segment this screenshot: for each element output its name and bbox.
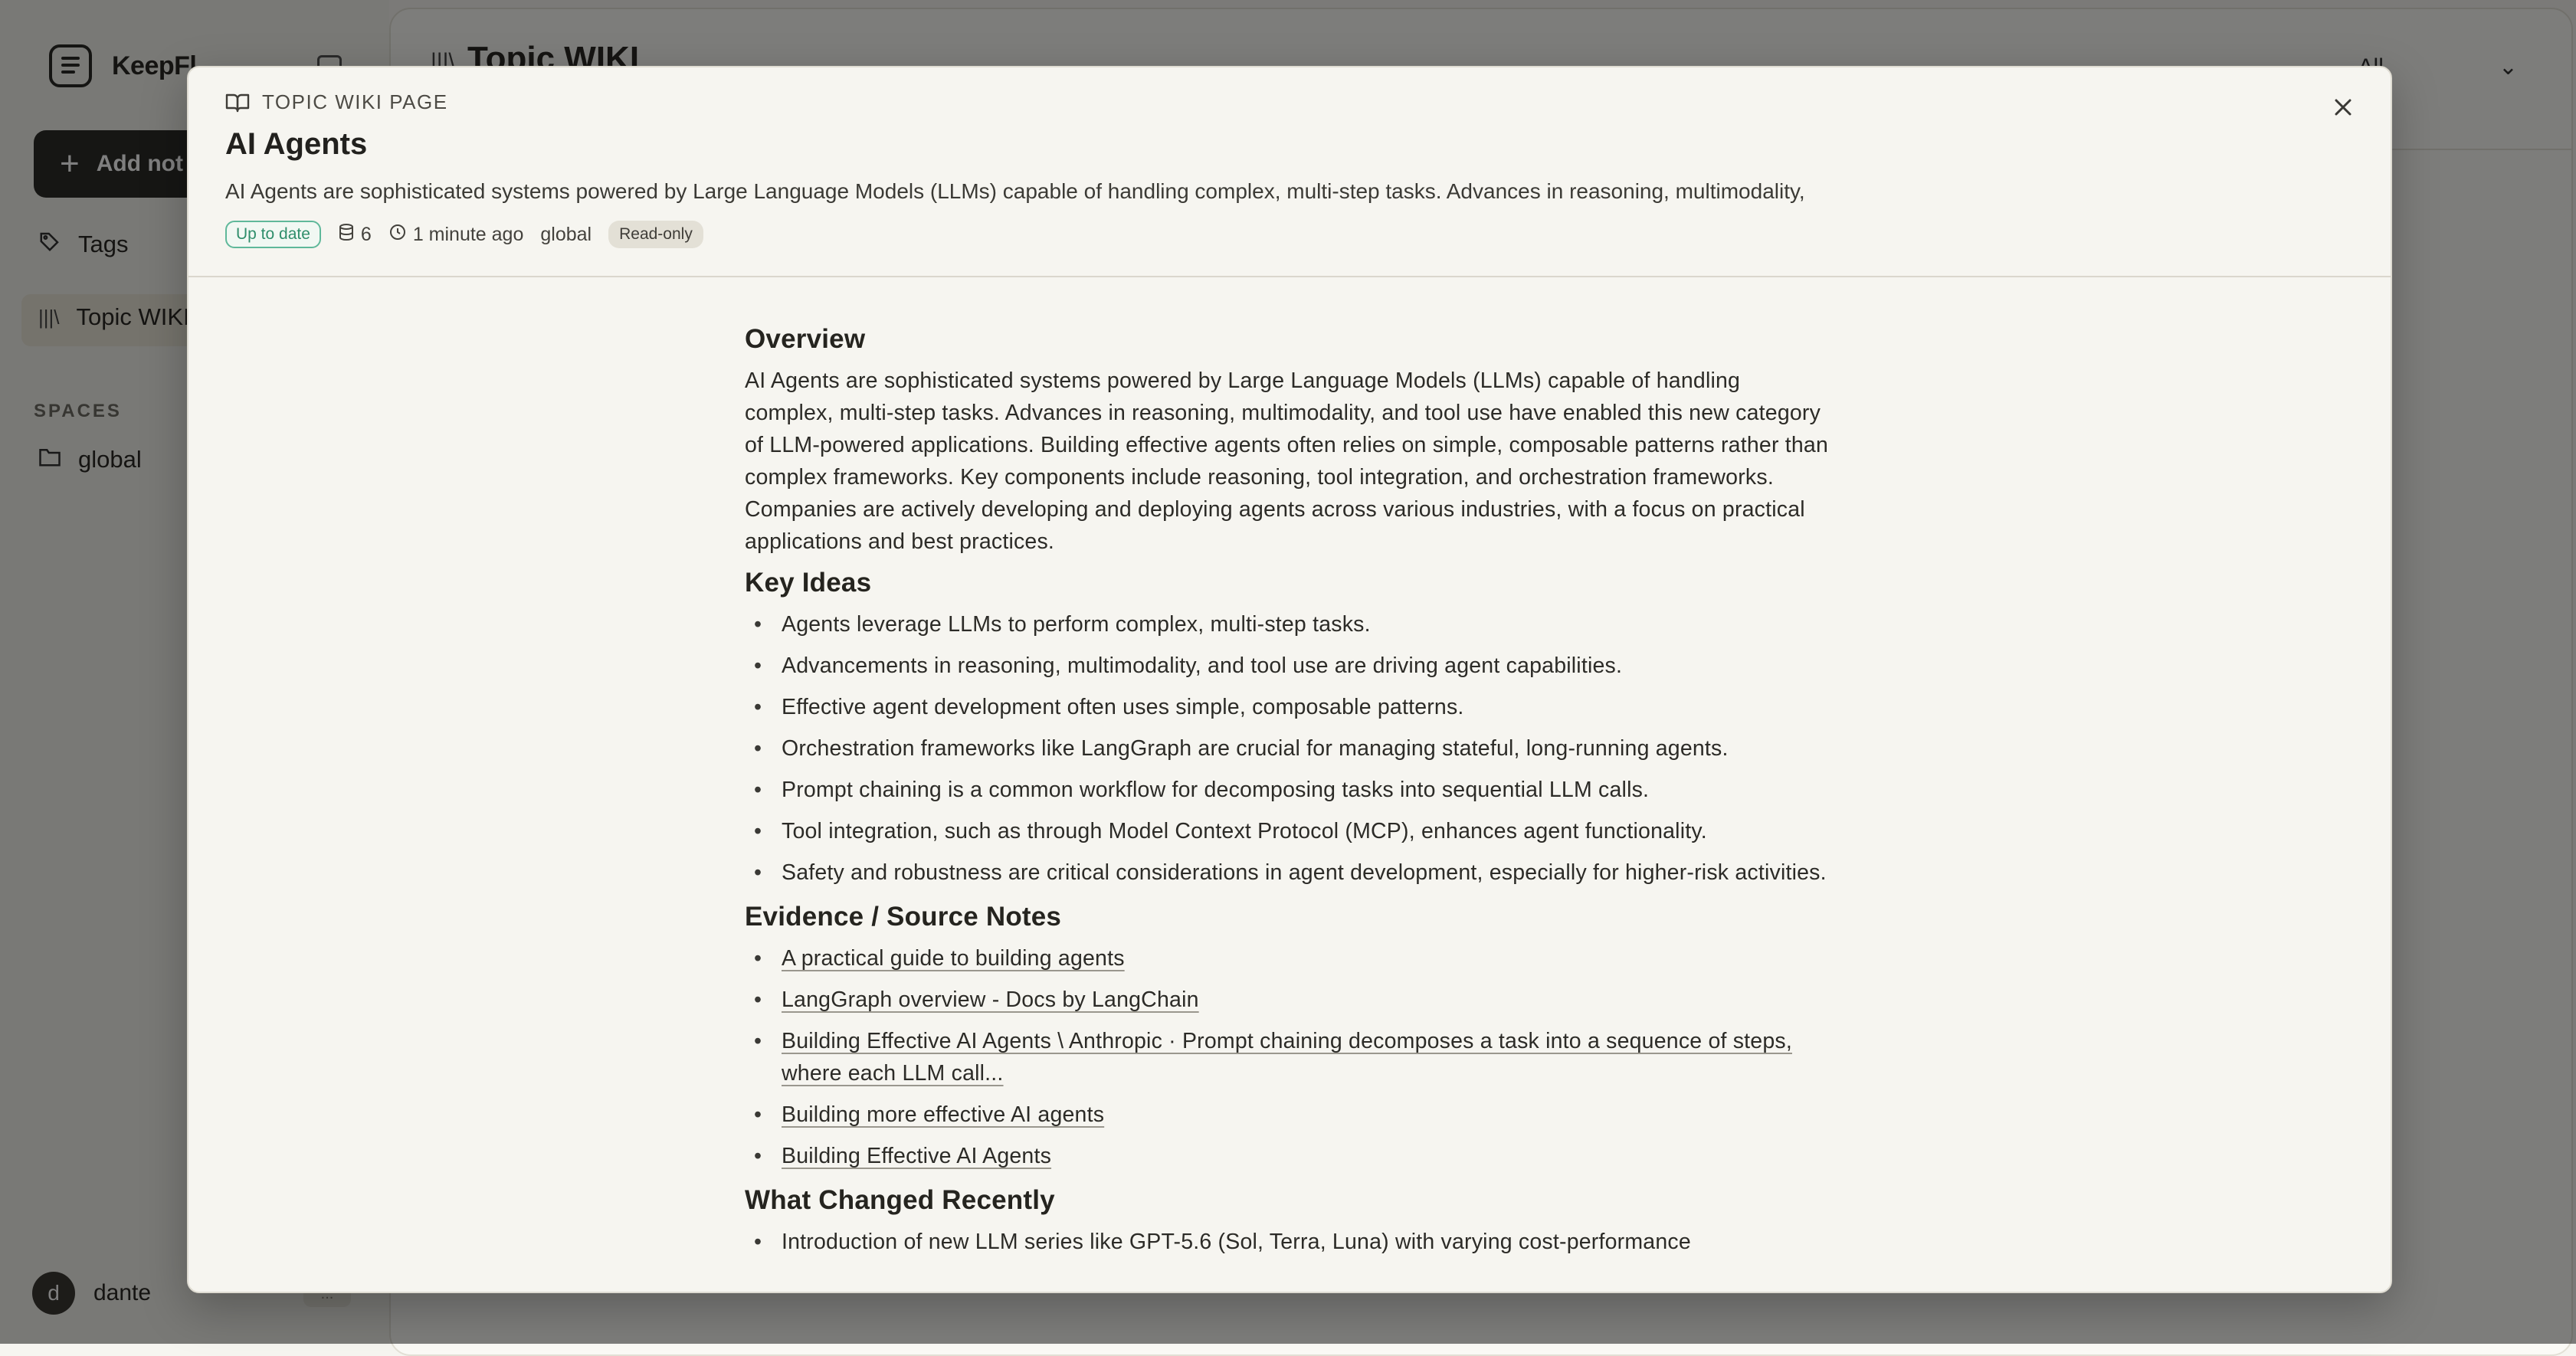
modal-header xyxy=(188,67,2391,277)
key-ideas-list xyxy=(745,608,1833,889)
list-item: • Prompt chaining is a common workflow for decomposing tasks into sequential LLM calls. xyxy=(745,774,1833,806)
meta-row xyxy=(225,221,703,248)
evidence-heading: Evidence / Source Notes xyxy=(745,902,1062,932)
list-item: • Advancements in reasoning, multimodality, and tool use are driving agent capabilities. xyxy=(745,650,1833,682)
modal-summary: AI Agents are sophisticated systems powered by Large Language Models (LLMs) capable of handling complex, multi-step tasks. Advances in reasoning, multimodality, xyxy=(225,179,1805,203)
list-item: • Introduction of new LLM series like GPT-5.6 (Sol, Terra, Luna) with varying cost-performance xyxy=(745,1226,1833,1258)
list-item xyxy=(745,1025,1833,1089)
list-item xyxy=(745,942,1833,974)
source-link[interactable]: Building Effective AI Agents \ Anthropic · Prompt chaining decomposes a task into a sequence of steps, where each LLM call... xyxy=(782,1029,1792,1086)
list-item: • Tool integration, such as through Model Context Protocol (MCP), enhances agent functionality. xyxy=(745,815,1833,847)
database-icon xyxy=(338,223,355,247)
topic-wiki-modal xyxy=(187,66,2392,1293)
source-link[interactable]: Building more effective AI agents xyxy=(782,1102,1105,1127)
read-only-badge: Read-only xyxy=(608,221,703,248)
space-tag: global xyxy=(540,223,592,245)
book-open-icon xyxy=(225,93,250,113)
updated-value: 1 minute ago xyxy=(412,223,524,245)
close-button[interactable] xyxy=(2326,90,2360,124)
source-link[interactable]: Building Effective AI Agents xyxy=(782,1144,1052,1168)
list-item xyxy=(745,1099,1833,1131)
key-ideas-heading: Key Ideas xyxy=(745,568,872,598)
eyebrow-label: TOPIC WIKI PAGE xyxy=(262,90,448,113)
list-item: • Safety and robustness are critical considerations in agent development, especially for higher-risk activities. xyxy=(745,857,1833,889)
source-link[interactable]: A practical guide to building agents xyxy=(782,946,1125,971)
recent-changes-list xyxy=(745,1226,1833,1258)
clock-icon xyxy=(388,223,407,247)
list-item: • Effective agent development often uses simple, composable patterns. xyxy=(745,691,1833,723)
list-item: • Orchestration frameworks like LangGraph are crucial for managing stateful, long-running agents. xyxy=(745,732,1833,765)
overview-text: AI Agents are sophisticated systems powered by Large Language Models (LLMs) capable of handling complex, multi-step tasks. Advances in reasoning, multimodality, and tool use have enabled this new category of LLM-powered applications. Building effective agents often relies on simple, composable patterns rather than complex frameworks. Key components include reasoning, tool integration, and orchestration frameworks. Companies are actively developing and deploying agents across various industries, with a focus on practical applications and best practices. xyxy=(745,368,1829,554)
overview-heading: Overview xyxy=(745,324,866,354)
source-count xyxy=(338,223,372,247)
evidence-list xyxy=(745,942,1833,1172)
source-count-value: 6 xyxy=(360,223,372,245)
list-item xyxy=(745,984,1833,1016)
list-item xyxy=(745,1140,1833,1172)
list-item: • Agents leverage LLMs to perform complex, multi-step tasks. xyxy=(745,608,1833,640)
source-link[interactable]: LangGraph overview - Docs by LangChain xyxy=(782,988,1199,1012)
updated-time xyxy=(388,223,524,247)
close-icon xyxy=(2332,97,2354,118)
wiki-article xyxy=(745,320,1833,1267)
modal-title: AI Agents xyxy=(225,127,368,161)
recent-changes-heading: What Changed Recently xyxy=(745,1185,1055,1215)
modal-eyebrow xyxy=(225,90,448,114)
status-badge: Up to date xyxy=(225,221,321,248)
